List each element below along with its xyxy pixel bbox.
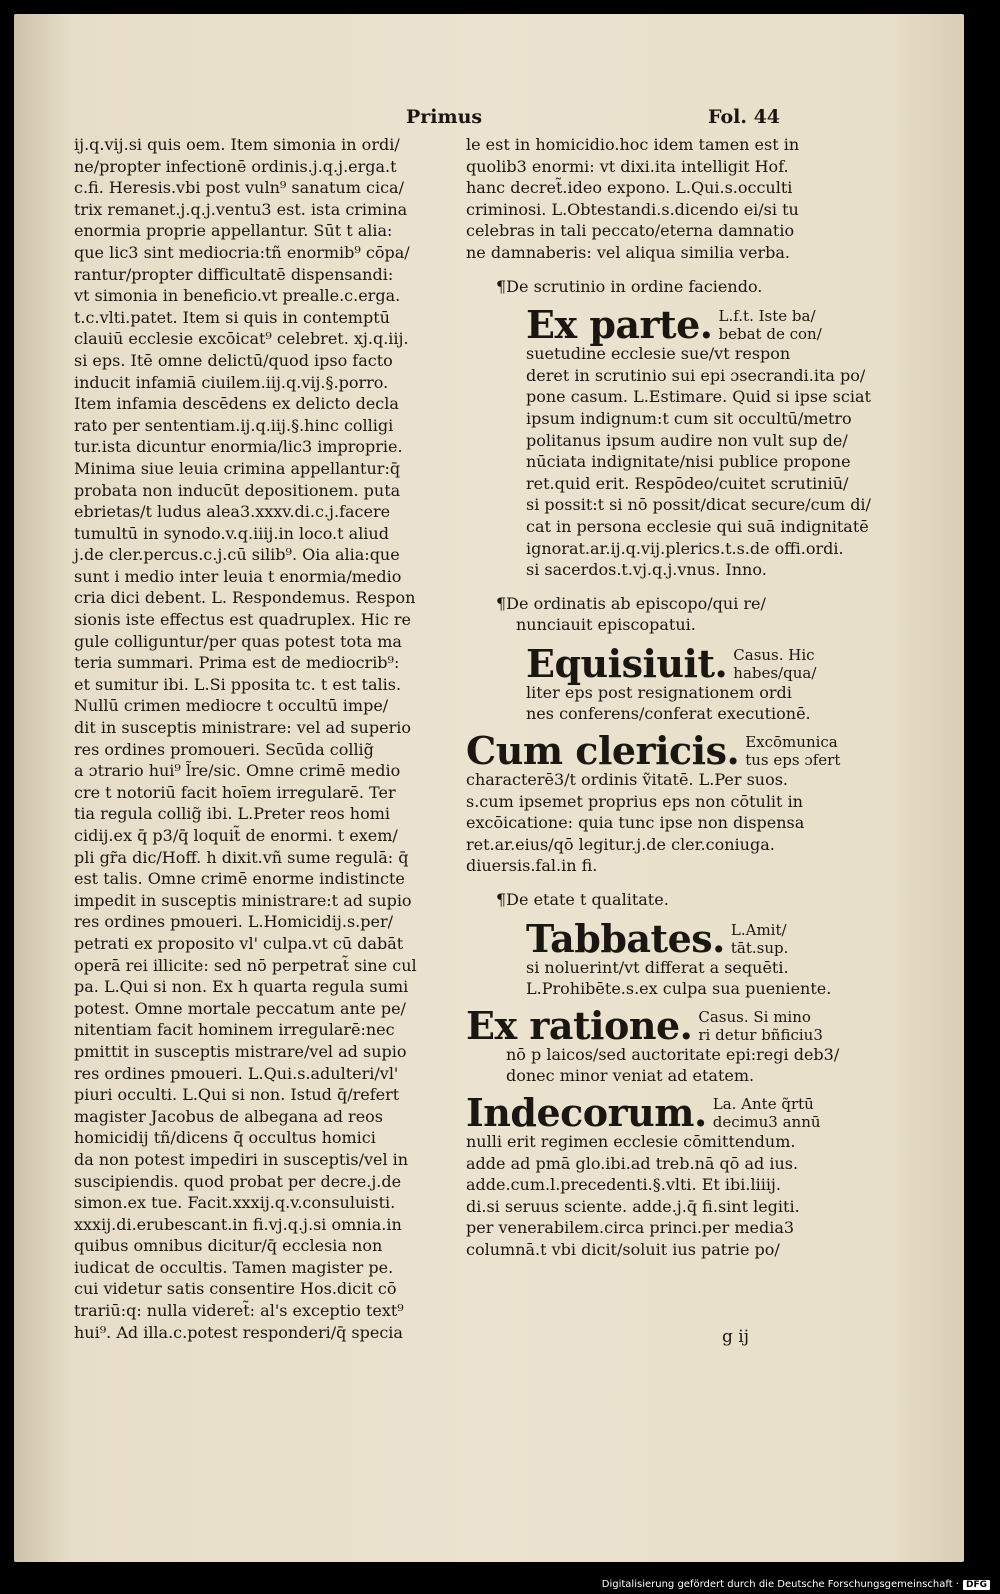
left-column-line: impedit in susceptis ministrare:t ad supio	[74, 890, 412, 910]
left-column-line: et sumitur ibi. L.Si pposita tc. t est talis.	[74, 674, 402, 694]
left-column-line: nitentiam facit hominem irregularē:nec	[74, 1020, 395, 1040]
indecorum-line: adde ad pmā glo.ibi.ad treb.nā qō ad ius.	[466, 1153, 799, 1173]
ex-parte-line: politanus ipsum audire non vult sup de/	[526, 430, 848, 450]
left-column-line: vt simonia in beneficio.vt prealle.c.erga.	[74, 286, 401, 306]
ex-ratione-line: donec minor veniat ad etatem.	[506, 1066, 755, 1086]
left-column-line: ne/propter infectionē ordinis.j.q.j.erga.t	[74, 156, 397, 176]
incipit-cum-clericis-gloss: Excōmunica tus eps ɔfert	[745, 733, 841, 770]
rubric-ordinatis: ¶De ordinatis ab episcopo/qui re/ nunciauit episcopatui.	[496, 593, 766, 635]
ex-ratione-line: nō p laicos/sed auctoritate epi:regi deb3/	[506, 1044, 840, 1064]
section-ex-ratione-heading	[466, 1002, 823, 1048]
book-page	[14, 14, 964, 1562]
section-equisiuit-text	[466, 682, 811, 725]
left-column-line: gule colliguntur/per quas potest tota ma	[74, 631, 402, 651]
left-column-line: ij.q.vij.si quis oem. Item simonia in ordi/	[74, 135, 400, 154]
ex-parte-line: ret.quid erit. Respōdeo/cuitet scrutiniū/	[526, 473, 849, 493]
left-column-line: clauiū ecclesie excōicat⁹ celebret. xj.q.iij.	[74, 329, 409, 349]
left-column-line: sionis iste effectus est quadruplex. Hic re	[74, 610, 412, 630]
section-equisiuit-heading	[466, 640, 817, 686]
cum-clericis-line: excōicatione: quia tunc ipse non dispensa	[466, 813, 805, 833]
left-column-line: potest. Omne mortale peccatum ante pe/	[74, 998, 406, 1018]
incipit-equisiuit: Equisiuit.	[526, 640, 728, 686]
section-ex-ratione-text	[466, 1044, 840, 1087]
running-head-center: Primus	[406, 106, 483, 128]
ex-parte-line: suetudine ecclesie sue/vt respon	[526, 344, 791, 364]
left-column-line: inducit infamiā ciuilem.iij.q.vij.§.porro.	[74, 372, 389, 392]
ex-parte-line: si possit:t si nō possit/dicat secure/cum di/	[526, 495, 871, 515]
left-column-line: trariū:q: nulla videret̃: al's exceptio text⁹	[74, 1301, 404, 1321]
section-ex-parte-text	[466, 343, 871, 581]
incipit-indecorum: Indecorum.	[466, 1090, 707, 1135]
incipit-indecorum-gloss: La. Ante q̃rtū decimu3 annū	[712, 1095, 821, 1131]
left-column-line: Nullū crimen mediocre t occultū impe/	[74, 696, 389, 716]
left-column-line: magister Jacobus de albegana ad reos	[74, 1106, 384, 1126]
section-abbates-text	[466, 957, 832, 1000]
section-ex-parte-heading	[466, 302, 822, 348]
cum-clericis-line: characterē3/t ordinis ṽitatē. L.Per suos.	[466, 770, 789, 790]
left-column-line: ebrietas/t ludus alea3.xxxv.di.c.j.facere	[74, 502, 391, 522]
left-column-line: res ordines pmoueri. L.Qui.s.adulteri/vl'	[74, 1063, 399, 1083]
incipit-ex-parte-gloss: L.f.t. Iste ba/ bebat de con/	[718, 307, 822, 344]
ex-parte-line: ignorat.ar.ij.q.vij.plerics.t.s.de offi.ordi.	[526, 538, 844, 558]
left-column-line: j.de cler.percus.c.j.cū silib⁹. Oia alia:que	[74, 545, 400, 565]
indecorum-line: columnā.t vbi dicit/soluit ius patrie po/	[466, 1239, 780, 1259]
footer-text: Digitalisierung gefördert durch die Deutsche Forschungsgemeinschaft ·	[601, 1579, 959, 1590]
left-column-line: cidij.ex q̄ p3/q̄ loquit̃ de enormi. t exem/	[74, 826, 398, 845]
left-column-line: operā rei illicite: sed nō perpetrat̃ sine cul	[74, 955, 417, 975]
left-column-line: simon.ex tue. Facit.xxxij.q.v.consuluisti.	[74, 1193, 396, 1213]
abbates-line: L.Prohibēte.s.ex culpa sua pueniente.	[526, 979, 832, 999]
left-column-line: dit in susceptis ministrare: vel ad superio	[74, 718, 411, 738]
ex-parte-line: pone casum. L.Estimare. Quid si ipse sciat	[526, 387, 871, 407]
right-intro-line: quolib3 enormi: vt dixi.ita intelligit Hof.	[466, 156, 789, 176]
incipit-ex-ratione: Ex ratione.	[466, 1002, 693, 1048]
left-column-line: c.fi. Heresis.vbi post vuln⁹ sanatum cica/	[74, 178, 404, 198]
indecorum-line: di.si seruus sciente. adde.j.q̄ fi.sint legiti.	[466, 1196, 800, 1216]
left-column-line: a ɔtrario hui⁹ l̃re/sic. Omne crimē medio	[74, 761, 401, 781]
cum-clericis-line: diuersis.fal.in fi.	[466, 856, 598, 876]
ex-parte-line: si sacerdos.t.vj.q.j.vnus. Inno.	[526, 560, 767, 580]
running-head-folio: Fol. 44	[708, 106, 781, 128]
section-cum-clericis-heading	[466, 728, 841, 774]
right-intro-line: criminosi. L.Obtestandi.s.dicendo ei/si tu	[466, 199, 799, 219]
cum-clericis-line: s.cum ipsemet proprius eps non cōtulit in	[466, 791, 803, 811]
left-column-line: tia regula collig̃ ibi. L.Preter reos homi	[74, 804, 390, 824]
left-column-line: res ordines pmoueri. L.Homicidij.s.per/	[74, 912, 393, 932]
digitization-footer	[602, 1579, 990, 1590]
left-column-line: rato per sententiam.ij.q.iij.§.hinc colligi	[74, 415, 394, 435]
left-column-line: piuri occulti. L.Qui si non. Istud q̄/refert	[74, 1085, 400, 1105]
left-column-line: t.c.vlti.patet. Item si quis in contemptū	[74, 307, 390, 327]
left-column-line: xxxij.di.erubescant.in fi.vj.q.j.si omnia.in	[74, 1214, 402, 1234]
ex-parte-line: nūciata indignitate/nisi publice propone	[526, 452, 851, 472]
left-column-line: tumultū in synodo.v.q.iiij.in loco.t aliud	[74, 523, 389, 543]
right-column	[466, 134, 871, 1261]
ex-parte-line: ipsum indignum:t cum sit occultū/metro	[526, 408, 852, 428]
incipit-ex-parte: Ex parte.	[526, 302, 713, 348]
section-abbates-heading	[466, 915, 808, 961]
left-column-line: probata non inducūt depositionem. puta	[74, 480, 401, 500]
left-column-line: enormia proprie appellantur. Sūt t alia:	[74, 221, 393, 241]
dfg-logo: DFG	[963, 1580, 990, 1590]
left-column-line: cre t notoriū facit hoīem irregularē. Ter	[74, 782, 396, 802]
left-column-line: rantur/propter difficultatē dispensandi:	[74, 264, 394, 284]
indecorum-line: adde.cum.l.precedenti.§.vlti. Et ibi.liiij.	[466, 1175, 781, 1195]
ex-parte-line: deret in scrutinio sui epi ɔsecrandi.ita po/	[526, 365, 866, 385]
cum-clericis-line: ret.ar.eius/qō legitur.j.de cler.coniuga.	[466, 834, 775, 854]
left-column-line: iudicat de occultis. Tamen magister pe.	[74, 1257, 394, 1277]
right-intro-line: le est in homicidio.hoc idem tamen est in	[466, 135, 800, 154]
section-indecorum-heading	[466, 1090, 821, 1135]
equisiuit-line: liter eps post resignationem ordi	[526, 682, 792, 702]
left-column-line: sunt i medio inter leuia t enormia/medio	[74, 566, 402, 586]
left-column-line: quibus omnibus dicitur/q̄ ecclesia non	[74, 1236, 383, 1256]
incipit-equisiuit-gloss: Casus. Hic habes/qua/	[733, 645, 817, 682]
indecorum-line: per venerabilem.circa princi.per media3	[466, 1218, 795, 1238]
left-column-line: pli gr̃a dic/Hoff. h dixit.vñ sume regulā: q̄	[74, 847, 409, 867]
incipit-abbates: Tabbates.	[526, 915, 725, 961]
rubric-scrutinio: ¶De scrutinio in ordine faciendo.	[496, 276, 763, 296]
left-column-line: petrati ex proposito vl' culpa.vt cū dabāt	[74, 933, 404, 953]
left-column-line: Item infamia descēdens ex delicto decla	[74, 394, 399, 414]
left-column-line: teria summari. Prima est de mediocrib⁹:	[74, 653, 400, 673]
incipit-abbates-gloss: L.Amit/ tāt.sup.	[730, 920, 789, 957]
left-column-line: si eps. Itē omne delictū/quod ipso facto	[74, 350, 393, 370]
abbates-line: si noluerint/vt differat a sequēti.	[526, 957, 789, 977]
section-cum-clericis-text	[466, 769, 808, 877]
incipit-cum-clericis: Cum clericis.	[466, 728, 740, 774]
left-column-line: cria dici debent. L. Respondemus. Respon	[74, 588, 416, 608]
equisiuit-line: nes conferens/conferat executionē.	[526, 704, 811, 724]
right-intro-line: celebras in tali peccato/eterna damnatio	[466, 221, 795, 241]
right-intro-line: ne damnaberis: vel aliqua similia verba.	[466, 242, 790, 262]
left-column-line: que lic3 sint mediocria:tñ enormib⁹ cōpa/	[74, 242, 410, 262]
left-column-line: res ordines promoueri. Secūda collig̃	[74, 739, 374, 759]
left-column-line: da non potest impediri in susceptis/vel in	[74, 1149, 409, 1169]
indecorum-line: nulli erit regimen ecclesie cōmittendum.	[466, 1132, 796, 1151]
incipit-ex-ratione-gloss: Casus. Si mino ri detur bñficiu3	[698, 1007, 823, 1044]
section-indecorum-text	[466, 1131, 808, 1261]
left-column-line: trix remanet.j.q.j.ventu3 est. ista crimina	[74, 199, 408, 219]
left-column-line: pa. L.Qui si non. Ex h quarta regula sumi	[74, 977, 409, 997]
left-column-line: suscipiendis. quod probat per decre.j.de	[74, 1171, 402, 1191]
right-intro-line: hanc decret̃.ideo expono. L.Qui.s.occulti	[466, 178, 793, 198]
left-column-line: homicidij tñ/dicens q̄ occultus homici	[74, 1128, 376, 1148]
ex-parte-line: cat in persona ecclesie qui suā indignitatē	[526, 516, 869, 536]
left-column-line: cui videtur satis consentire Hos.dicit cō	[74, 1279, 397, 1299]
right-intro	[466, 134, 808, 264]
left-column-line: pmittit in susceptis mistrare/vel ad supio	[74, 1041, 407, 1061]
left-column-line: Minima siue leuia crimina appellantur:q̄	[74, 458, 401, 478]
rubric-etate: ¶De etate t qualitate.	[496, 890, 669, 910]
left-column-line: tur.ista dicuntur enormia/lic3 improprie.	[74, 437, 403, 457]
catchword-signature: g ij	[722, 1327, 749, 1347]
left-column-line: est talis. Omne crimē enorme indistincte	[74, 869, 405, 889]
left-column-line: hui⁹. Ad illa.c.potest responderi/q̄ specia	[74, 1322, 403, 1342]
left-column	[74, 134, 419, 1343]
